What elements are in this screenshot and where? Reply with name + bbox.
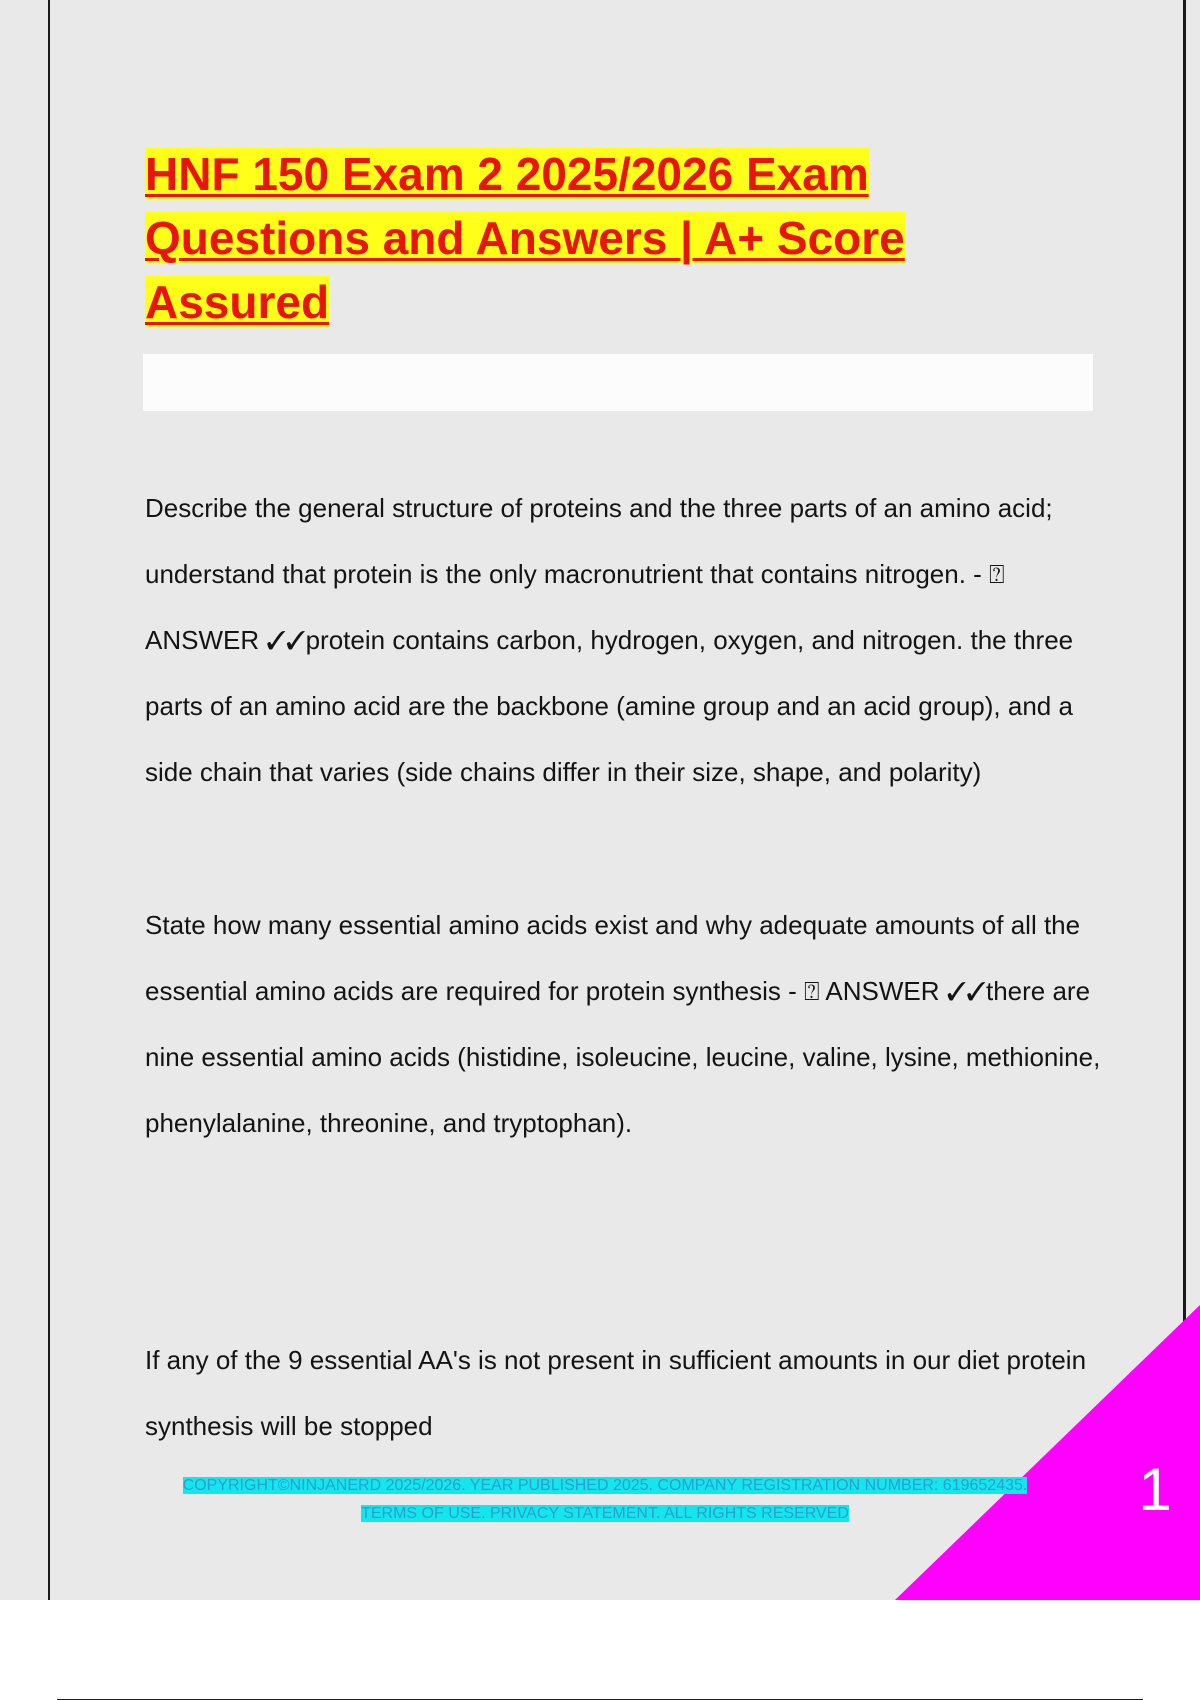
- document-title-text: HNF 150 Exam 2 2025/2026 Exam Questions and Answers | A+ Score Assured: [145, 148, 905, 328]
- copyright-footer: [175, 1472, 1035, 1528]
- page-number: 1: [1138, 1456, 1172, 1523]
- corner-triangle-decoration: [895, 1305, 1200, 1600]
- blank-band: [143, 354, 1093, 411]
- qa-item: Describe the general structure of proteins and the three parts of an amino acid; understand that protein is the only macronutrient that contains nitrogen. - ⍰ ANSWER ✓✓protein contains carbon, hydrogen, oxygen, and nitrogen. the three parts of an amino acid are the backbone (amine group and an acid group), and a side chain that varies (side chains differ in their size, shape, and polarity): [145, 493, 1074, 787]
- document-title: [145, 142, 1005, 334]
- qa-item: If any of the 9 essential AA's is not present in sufficient amounts in our diet protein synthesis will be stopped: [145, 1345, 1087, 1441]
- copyright-footer-text: COPYRIGHT©NINJANERD 2025/2026. YEAR PUBLISHED 2025. COMPANY REGISTRATION NUMBER: 619652435. TERMS OF USE. PRIVACY STATEMENT. ALL RIGHTS RESERVED: [182, 1477, 1028, 1522]
- page-border-left: [48, 0, 50, 1600]
- qa-item: State how many essential amino acids exist and why adequate amounts of all the essential amino acids are required for protein synthesis - ⍰ ANSWER ✓✓there are nine essential amino acids (histidine, isoleucine, leucine, valine, lysine, methionine, phenylalanine, threonine, and tryptophan).: [145, 910, 1101, 1138]
